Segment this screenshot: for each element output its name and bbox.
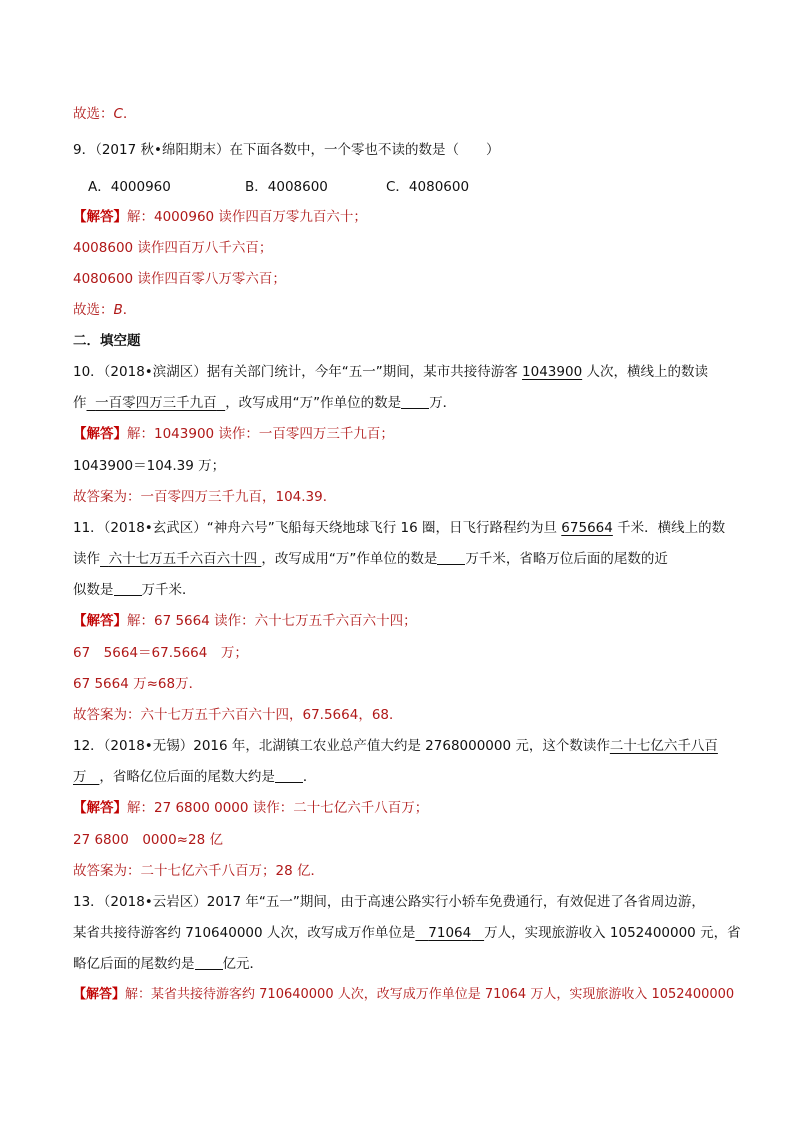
filled-answer: 二十七亿六千八百 bbox=[609, 738, 718, 754]
question-9-options bbox=[88, 177, 469, 197]
solution-10-line-1: 【解答】解：1043900 读作：一百零四万三千九百； bbox=[73, 426, 394, 442]
question-13-line-1: 13．（2018•云岩区）2017 年“五一”期间，由于高速公路实行小轿车免费通行，有效促进了各省周边游， bbox=[73, 894, 705, 910]
solution-11-line-4: 故答案为：六十七万五千六百六十四，67.5664，68． bbox=[73, 707, 403, 723]
option-b: B．4008600 bbox=[245, 179, 328, 195]
solution-9-line-2: 4008600 读作四百万八千六百； bbox=[73, 240, 273, 256]
question-12-line-2: 万 ，省略亿位后面的尾数大约是 ． bbox=[73, 769, 317, 785]
solution-9-line-1: 【解答】解：4000960 读作四百万零九百六十； bbox=[73, 209, 367, 225]
blank bbox=[114, 580, 142, 596]
answer-tag: 【解答】 bbox=[73, 209, 127, 225]
question-11-line-2: 读作 六十七万五千六百六十四 ，改写成用“万”作单位的数是 万千米，省略万位后面的尾数的近 bbox=[73, 551, 668, 567]
solution-12-line-3: 故答案为：二十七亿六千八百万；28 亿． bbox=[73, 863, 324, 879]
solution-11-line-3: 67 5664 万≈68万． bbox=[73, 676, 203, 692]
question-13-line-3: 略亿后面的尾数约是 亿元． bbox=[73, 956, 263, 972]
question-10-line-1: 10．（2018•滨湖区）据有关部门统计，今年“五一”期间，某市共接待游客 1043900 人次，横线上的数读 bbox=[73, 364, 708, 380]
question-11-line-1: 11．（2018•玄武区）“神舟六号”飞船每天绕地球飞行 16 圈，日飞行路程约为旦 675664 千米．横线上的数 bbox=[73, 520, 726, 536]
solution-13-line-1: 【解答】解：某省共接待游客约 710640000 人次，改写成万作单位是 71064 万人，实现旅游收入 1052400000 bbox=[73, 987, 735, 1002]
solution-9-line-4: 故选：B． bbox=[73, 302, 137, 318]
solution-10-line-2: 1043900＝104.39 万； bbox=[73, 458, 226, 474]
question-11-line-3: 似数是 万千米． bbox=[73, 582, 196, 598]
answer-line-8: 故选：C． bbox=[73, 106, 137, 122]
section-heading: 二．填空题 bbox=[73, 333, 141, 349]
question-10-line-2: 作 一百零四万三千九百 ，改写成用“万”作单位的数是 万． bbox=[73, 395, 457, 411]
blank bbox=[437, 549, 465, 565]
blank bbox=[275, 767, 303, 783]
blank bbox=[195, 954, 223, 970]
solution-9-line-3: 4080600 读作四百零八万零六百； bbox=[73, 271, 286, 287]
solution-11-line-2: 67 5664＝67.5664 万； bbox=[73, 645, 248, 661]
solution-10-line-3: 故答案为：一百零四万三千九百，104.39． bbox=[73, 489, 337, 505]
filled-answer: 六十七万五千六百六十四 bbox=[108, 551, 258, 567]
filled-answer: 一百零四万三千九百 bbox=[95, 395, 217, 411]
solution-12-line-1: 【解答】解：27 6800 0000 读作：二十七亿六千八百万； bbox=[73, 800, 429, 816]
option-a: A．4000960 bbox=[88, 179, 171, 195]
option-c: C．4080600 bbox=[386, 179, 470, 195]
solution-12-line-2: 27 6800 0000≈28 亿 bbox=[73, 832, 223, 848]
question-9: 9．（2017 秋•绵阳期末）在下面各数中，一个零也不读的数是（ ） bbox=[73, 142, 500, 158]
question-12-line-1: 12．（2018•无锡）2016 年，北湖镇工农业总产值大约是 2768000000 元，这个数读作二十七亿六千八百 bbox=[73, 738, 718, 754]
solution-11-line-1: 【解答】解：67 5664 读作：六十七万五千六百六十四； bbox=[73, 613, 417, 629]
blank bbox=[401, 393, 429, 409]
question-13-line-2: 某省共接待游客约 710640000 人次，改写成万作单位是 71064 万人，实现旅游收入 1052400000 元，省 bbox=[73, 925, 741, 941]
filled-answer: 71064 bbox=[428, 925, 472, 941]
